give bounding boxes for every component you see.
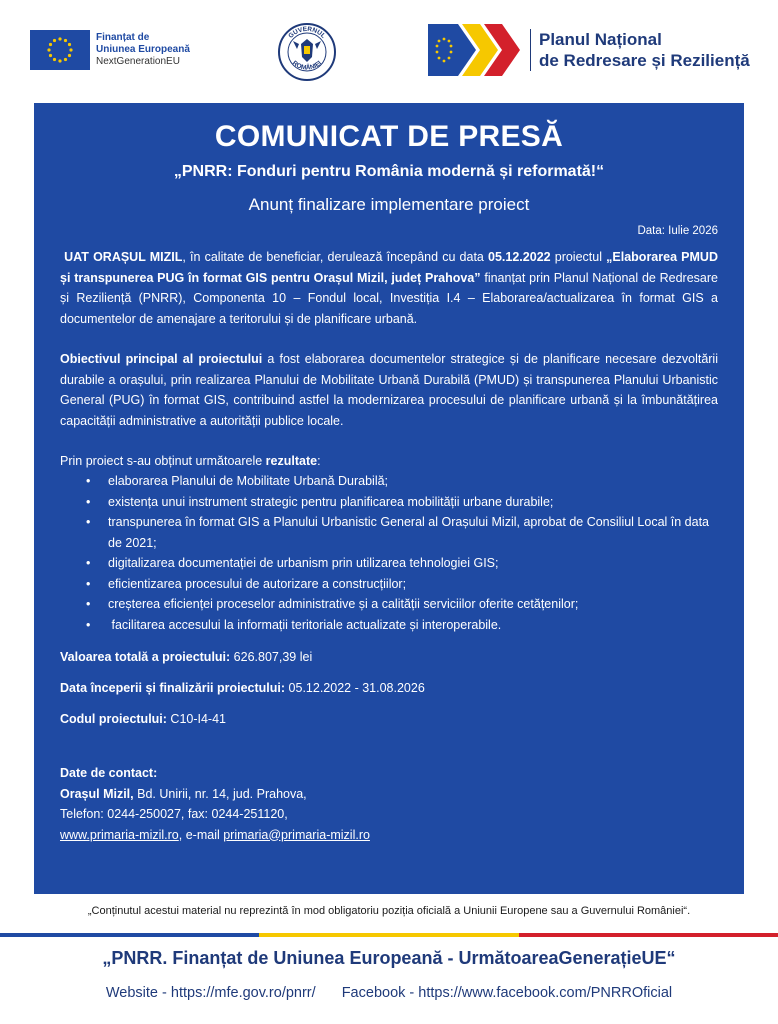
footer-facebook-link[interactable]: Facebook - https://www.facebook.com/PNRROficial bbox=[341, 985, 673, 1001]
results-intro bbox=[60, 451, 718, 471]
footer-title: „PNRR. Finanțat de Uniunea Europeană - UrmătoareaGenerațieUE“ bbox=[102, 948, 676, 968]
project-code-label: Codul proiectului: bbox=[60, 712, 167, 726]
project-value-amount: 626.807,39 lei bbox=[230, 650, 313, 664]
project-period-value: 05.12.2022 - 31.08.2026 bbox=[285, 681, 425, 695]
pnrr-title-line1: Planul Național bbox=[539, 30, 662, 49]
pnrr-title bbox=[530, 29, 750, 71]
footer-links bbox=[0, 985, 778, 1001]
beneficiary-name: UAT ORAȘUL MIZIL bbox=[64, 250, 183, 264]
contact-block bbox=[60, 763, 718, 845]
project-value bbox=[60, 647, 718, 667]
intro-paragraph bbox=[60, 247, 718, 329]
list-item: • transpunerea în format GIS a Planului Urbanistic General al Orașului Mizil, aprobat de Consiliul Local în data de 2021; bbox=[86, 512, 718, 553]
press-release-panel bbox=[34, 103, 744, 894]
intro-text-2: proiectul bbox=[550, 250, 607, 264]
pnrr-arrow-icon bbox=[428, 24, 524, 76]
tricolor-divider bbox=[0, 933, 778, 937]
contact-phone: Telefon: 0244-250027, fax: 0244-251120, bbox=[60, 807, 288, 821]
contact-email-prefix: , e-mail bbox=[178, 827, 224, 842]
footer-website-link[interactable]: Website - https://mfe.gov.ro/pnrr/ bbox=[105, 985, 316, 1001]
results-list bbox=[86, 471, 718, 635]
project-period-label: Data începerii și finalizării proiectului: bbox=[60, 681, 286, 695]
intro-text-3: finanțat prin Planul Național de Redresare și Reziliență (PNRR), Componenta 10 – Fondul local, Investiția I.4 – Elaborarea/actualizarea în format GIS a documentelor de amenajare a teritorului și de planificare urbană. bbox=[60, 270, 718, 326]
subtitle: „PNRR: Fonduri pentru România modernă și reformată!“ bbox=[173, 163, 605, 180]
eu-logo-line2: Uniunea Europeană bbox=[96, 44, 190, 55]
header bbox=[0, 0, 778, 100]
objective-text: a fost elaborarea documentelor strategice și de planificare necesare dezvoltării durabile a orașului, prin realizarea Planului de Mobilitate Urbană Durabilă (PMUD) și transpunerea Planului Urbanistic General (PUG) în format GIS, contribuind astfel la modernizarea procesului de planificare urbană și la îmbunătățirea capacității administrative a autorității publice locale. bbox=[60, 352, 718, 428]
list-item: • eficientizarea procesului de autorizare a construcțiilor; bbox=[86, 574, 718, 595]
list-item: • digitalizarea documentației de urbanism prin utilizarea tehnologiei GIS; bbox=[86, 553, 718, 574]
pnrr-title-line2: de Redresare și Reziliență bbox=[539, 51, 750, 70]
project-name: „Elaborarea PMUD și transpunerea PUG în format GIS pentru Orașul Mizil, județ Prahova” bbox=[60, 250, 718, 285]
announcement-heading: Anunț finalizare implementare proiect bbox=[248, 195, 530, 214]
eu-logo-text bbox=[96, 32, 190, 68]
project-code bbox=[60, 709, 718, 729]
eu-logo-line3: NextGenerationEU bbox=[96, 56, 180, 67]
seal-bottom-text: ROMÂNIEI bbox=[290, 59, 324, 72]
pnrr-logo bbox=[428, 24, 750, 76]
project-value-label: Valoarea totală a proiectului: bbox=[60, 650, 231, 664]
list-item: • elaborarea Planului de Mobilitate Urbană Durabilă; bbox=[86, 471, 718, 492]
eu-funding-logo bbox=[30, 30, 190, 70]
start-date: 05.12.2022 bbox=[488, 250, 551, 264]
page-title: COMUNICAT DE PRESĂ bbox=[214, 120, 564, 153]
contact-org: Orașul Mizil, bbox=[60, 786, 134, 801]
eu-logo-line1: Finanțat de bbox=[96, 32, 150, 43]
results-intro-text: Prin proiect s-au obținut următoarele bbox=[60, 454, 266, 468]
seal-top-text: GUVERNUL bbox=[287, 25, 327, 40]
contact-website-link[interactable]: www.primaria-mizil.ro bbox=[60, 827, 179, 842]
eu-flag-icon bbox=[30, 30, 90, 70]
release-date: Data: Iulie 2026 bbox=[637, 225, 718, 237]
objective-lead: Obiectivul principal al proiectului bbox=[60, 352, 263, 366]
list-item: • facilitarea accesului la informații teritoriale actualizate și interoperabile. bbox=[86, 615, 718, 636]
government-seal-icon bbox=[277, 22, 337, 82]
objective-paragraph bbox=[60, 349, 718, 431]
contact-address: Bd. Unirii, nr. 14, jud. Prahova, bbox=[133, 786, 307, 801]
contact-email-link[interactable]: primaria@primaria-mizil.ro bbox=[223, 827, 370, 842]
list-item: • creșterea eficienței proceselor administrative și a calității serviciilor oferite cetățenilor; bbox=[86, 594, 718, 615]
disclaimer: „Conținutul acestui material nu reprezintă în mod obligatoriu poziția oficială a Uniunii Europene sau a Guvernului României“. bbox=[87, 905, 691, 917]
results-label: rezultate bbox=[265, 454, 318, 468]
contact-title: Date de contact: bbox=[60, 766, 158, 780]
list-item: • existența unui instrument strategic pentru planificarea mobilității urbane durabile; bbox=[86, 492, 718, 513]
project-period bbox=[60, 678, 718, 698]
intro-text-1: , în calitate de beneficiar, derulează începând cu data bbox=[182, 250, 489, 264]
results-colon: : bbox=[317, 454, 321, 468]
project-code-value: C10-I4-41 bbox=[166, 712, 226, 726]
